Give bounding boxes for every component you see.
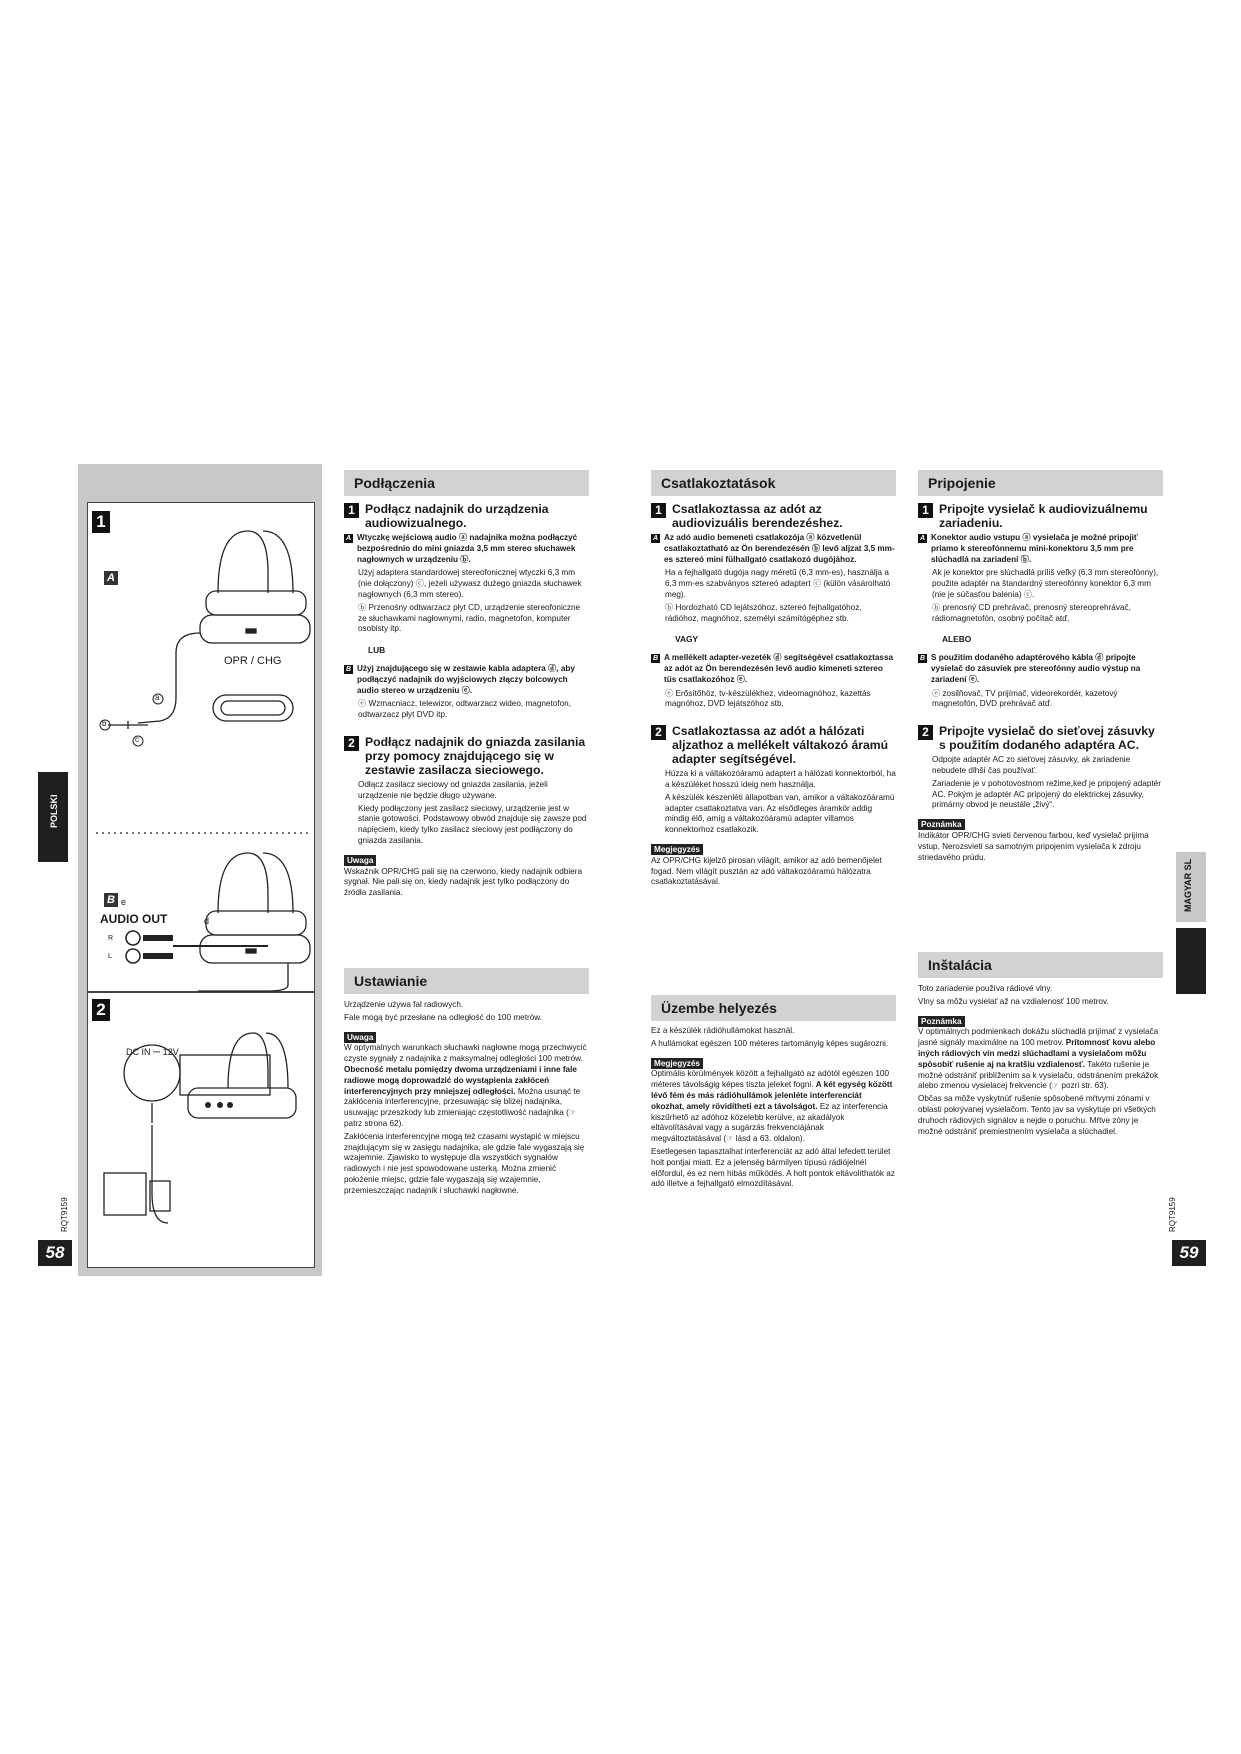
sk-step-1-number: 1 xyxy=(918,503,933,518)
sk-step-2 xyxy=(918,724,1163,752)
sk-install-text2: Vlny sa môžu vysielať až na vzdialenosť 100 metrov. xyxy=(918,996,1109,1006)
sub-b xyxy=(344,664,589,696)
label-A: A xyxy=(104,571,118,585)
sk-step-2-text2: Zariadenie je v pohotovostnom režime,keď je pripojený adaptér AC. Pokým je adaptér AC pripojený do elektrickej zásuvky, primárny obvod je neustále „živý“. xyxy=(932,778,1161,810)
sub-a-bold: Wtyczkę wejściową audio ⓐ nadajnika można podłączyć bezpośrednio do mini gniazda 3,5 mm stereo słuchawek nagłownych w urządzeniu ⓑ. xyxy=(357,533,578,564)
hu-sub-a-item: ⓑ Hordozható CD lejátszóhoz, sztereó fejhallgatóhoz, rádióhoz, magnóhoz, személyi számítógéphez stb. xyxy=(665,602,862,623)
hu-setup-note-label: Megjegyzés xyxy=(651,1058,703,1069)
setup-note-bold: Obecność metalu pomiędzy dwoma urządzeniami i inne fale radiowe mogą doprowadzić do wystąpienia zakłóceń interferencyjnych przy mniejszej odległości. xyxy=(344,1064,577,1096)
sub-b-bold: Użyj znajdującego się w zestawie kabla adaptera ⓓ, aby podłączyć nadajnik do wyjściowych złączy bolcowych audio stereo w urządzeniu ⓔ. xyxy=(357,663,575,695)
note-text: Wskaźnik OPR/CHG pali się na czerwono, kiedy nadajnik odbiera sygnał. Nie pali się on, kiedy nadajnik jest tylko podłączony do źródła zasilania. xyxy=(344,866,582,898)
sub-a-text: Użyj adaptera standardowej stereofonicznej wtyczki 6,3 mm (nie dołączony) ⓒ, jeżeli używasz dużego gniazda słuchawek nagłownych (6,3 mm stereo). xyxy=(358,568,582,599)
magyar-tab-label: MAGYAR SL xyxy=(1183,858,1193,912)
sub-a-item: ⓑ Przenośny odtwarzacz płyt CD, urządzenie stereofoniczne ze słuchawkami nagłownymi, radio, magnetofon, komputer osobisty itp. xyxy=(358,602,581,634)
setup-note-text1: W optymalnych warunkach słuchawki nagłowne mogą przechwycić czyste sygnały z nadajnika z maksymalnej odległości 100 metrów. xyxy=(344,1043,587,1064)
label-B: B xyxy=(104,893,118,907)
section-title-podlaczenia: Podłączenia xyxy=(344,470,589,496)
hu-note-label: Megjegyzés xyxy=(651,844,703,855)
hu-setup-text1: Ez a készülék rádióhullámokat használ. xyxy=(651,1026,795,1035)
audio-out-label: AUDIO OUT xyxy=(100,912,168,926)
callout-e: e xyxy=(121,897,127,907)
hu-setup-note-bold: A két egység között lévő fém és más rádióhullámok jelenléte interferenciát okozhat, amely rövidítheti ezt a távolságot. xyxy=(651,1080,893,1111)
sk-install-note-text3: Občas sa môže vyskytnúť rušenie spôsobené mŕtvymi zónami v oblasti pokrývanej vysielačom. Tento jav sa vyskytuje pri všetkých druhoch rádiových signálov a nejde o poruchu. Mŕtve zóny je možné odstrániť premiestnením vysielača a slúchadiel. xyxy=(918,1094,1156,1136)
sk-sub-b xyxy=(918,653,1163,685)
sk-note-label: Poznámka xyxy=(918,819,965,830)
column-slovak-install xyxy=(918,984,1163,1139)
label-l: L xyxy=(108,953,112,960)
sk-sub-b-letter: B xyxy=(919,655,926,663)
sk-sub-a-letter: A xyxy=(919,535,926,542)
callout-d: d xyxy=(204,916,210,926)
sk-step-1 xyxy=(918,502,1163,530)
step-2-title: Podłącz nadajnik do gniazda zasilania przy pomocy znajdującego się w zestawie zasilacza sieciowego. xyxy=(365,734,586,777)
hu-note-text: Az OPR/CHG kijelző pirosan világít, amikor az adó bemenőjelet fogad. Nem világít pusztán az adó váltakozóáramú hálózatra csatlakoztatásával. xyxy=(651,855,882,887)
sk-step-2-text: Odpojte adaptér AC zo sieťovej zásuvky, ak zariadenie nebudete dlhší čas používať. xyxy=(932,755,1131,775)
hu-setup-note-text2: Ez az interferencia kiszűrhető az adóhoz közelebb kerülve, az akadályok eltávolításával vagy a sugárzás frekvenciájának megváltoztatásával (☞ lásd a 63. oldalon). xyxy=(651,1101,888,1144)
hu-sub-b-bold: A mellékelt adapter-vezeték ⓓ segítségével csatlakoztassa az adót az Ön berendezésén levő audio kimeneti sztereo tüs csatlakozóhoz ⓔ. xyxy=(664,653,894,684)
section-title-uzembe-helyezes: Üzembe helyezés xyxy=(651,995,896,1021)
sub-a xyxy=(344,533,589,565)
hu-sub-b-letter: B xyxy=(652,655,659,663)
doc-code-right: RQT9159 xyxy=(1168,1197,1177,1232)
sk-install-note-bold: Prítomnosť kovu alebo iných rádiových vín medzi slúchadlami a vysielačom môžu spôsobiť rušenie aj na kratšiu vzdialenosť. xyxy=(918,1038,1156,1069)
column-hungarian-setup xyxy=(651,1026,896,1192)
step-1 xyxy=(344,502,589,530)
sk-install-note-text xyxy=(918,1027,1163,1092)
or-label: LUB xyxy=(368,645,386,656)
page-number-59: 59 xyxy=(1172,1240,1206,1266)
hu-step-1-title: Csatlakoztassa az adót az audiovizuális berendezéshez. xyxy=(672,502,843,530)
sk-install-note-label: Poznámka xyxy=(918,1016,965,1027)
sub-b-item: ⓔ Wzmacniacz, telewizor, odtwarzacz wideo, magnetofon, odtwarzacz płyt DVD itp. xyxy=(358,699,571,720)
step-1-badge: 1 xyxy=(92,511,110,533)
audio-out-jacks xyxy=(118,928,288,968)
step-2-badge: 2 xyxy=(92,999,110,1021)
sk-sub-a xyxy=(918,533,1163,565)
power-adapter-diagram xyxy=(88,993,316,1269)
step-2-text: Odłącz zasilacz sieciowy od gniazda zasilania, jeżeli urządzenie nie będzie długo używane. xyxy=(358,779,548,800)
hu-sub-b-item: ⓔ Erősítőhöz, tv-készülékhez, videomagnóhoz, kazettás magnóhoz, DVD lejátszóhoz stb. xyxy=(665,688,871,709)
sk-sub-a-text: Ak je konektor pre slúchadlá príliš veľký (6,3 mm stereofónny), použite adaptér na štandardný stereofónny konektor 6,3 mm (nie je súčasťou balenia) ⓒ. xyxy=(932,568,1159,599)
hu-sub-a xyxy=(651,533,896,565)
column-slovak xyxy=(918,498,1163,865)
hu-sub-a-bold: Az adó audio bemeneti csatlakozója ⓐ közvetlenül csatlakoztatható az Ön berendezésén ⓑ levő aljzat 3,5 mm-es sztereó mini fülhallgató csatlakozó dugójához. xyxy=(664,533,895,564)
sub-a-letter: A xyxy=(345,535,352,542)
section-title-pripojenie: Pripojenie xyxy=(918,470,1163,496)
hu-setup-note-text xyxy=(651,1069,896,1145)
hu-step-1 xyxy=(651,502,896,530)
column-polish xyxy=(344,498,589,901)
setup-note-label: Uwaga xyxy=(344,1032,376,1043)
illustration-box-2 xyxy=(87,992,315,1268)
sk-note-text: Indikátor OPR/CHG svieti červenou farbou, keď vysielač prijíma vstup. Nerozsvieti sa samotným pripojením vysielača k zdroju striedavého prúdu. xyxy=(918,830,1149,862)
column-polish-setup xyxy=(344,1000,589,1199)
hu-step-1-number: 1 xyxy=(651,503,666,518)
sk-step-2-number: 2 xyxy=(918,725,933,740)
sk-sub-b-item: ⓔ zosilňovač, TV prijímač, videorekordér, kazetový magnetofón, DVD prehrávač atď. xyxy=(932,688,1118,709)
polski-tab-label: POLSKI xyxy=(49,794,59,828)
sk-sub-a-bold: Konektor audio vstupu ⓐ vysielača je možné pripojiť priamo k stereofónnemu mini-konektoru 3,5 mm pre slúchadlá na zariadení ⓑ. xyxy=(931,533,1138,564)
note-label: Uwaga xyxy=(344,855,376,866)
slovak-tab xyxy=(1176,928,1206,994)
page-number-58: 58 xyxy=(38,1240,72,1266)
callout-a: a xyxy=(155,693,160,702)
hu-setup-text2: A hullámokat egészen 100 méteres tartományig képes sugározni. xyxy=(651,1038,889,1048)
hu-setup-note-text3: Esetlegesen tapasztalhat interferenciát az adó által lefedett terület holt pontjai miatt. Ez a jelenség bármilyen típusú rádiójelnél előfordul, és ez nem hibás működés. A holt pontok eltávolíthatók az adó illetve a fejhallgató elmozdításával. xyxy=(651,1146,895,1189)
hu-step-2-title: Csatlakoztassa az adót a hálózati aljzathoz a mellékelt váltakozó áramú adapter segítségével. xyxy=(672,724,889,767)
step-1-number: 1 xyxy=(344,503,359,518)
sk-step-2-title: Pripojte vysielač do sieťovej zásuvky s použitím dodaného adaptéra AC. xyxy=(939,724,1155,753)
sk-install-note-text1: V optimálnych podmienkach dokážu slúchadlá prijímať z vysielača jasné signály maximálne na 100 metrov. xyxy=(918,1027,1159,1048)
hu-sub-b xyxy=(651,653,896,685)
hu-setup-note-text1: Optimális körülmények között a fejhallgató az adótól egészen 100 méteres távolságig képes tiszta jeleket fogni. xyxy=(651,1069,890,1090)
setup-note-text3: Zakłócenia interferencyjne mogą też czasami wystąpić w miejscu znajdującym się w zasięgu nadajnika, ale gdzie fale wygaszają się wzajemnie. Zjawisko to występuje dla wszystkich sygnałów radiowych i nie jest spowodowane usterką. Można zmienić położenie miejsc, gdzie fale wygaszają się wzajemnie, przemieszczając nadajnik i słuchawki nagłowne. xyxy=(344,1131,585,1195)
hu-step-2-text2: A készülék készenléti állapotban van, amikor a váltakozóáramú adapter csatlakoztatva van. Az elsődleges áramkör addig mindig élő, amíg a váltakozóáramú adapter villamos konnektorhoz csatlakozik. xyxy=(665,792,895,835)
sk-install-text1: Toto zariadenie používa rádiové vlny. xyxy=(918,984,1053,993)
hu-or-label: VAGY xyxy=(675,634,699,645)
hu-step-2-text: Húzza ki a váltakozóáramú adaptert a hálózati konnektorból, ha a készüléket hosszú ideig nem használja. xyxy=(665,769,896,789)
step-1-title: Podłącz nadajnik do urządzenia audiowizualnego. xyxy=(365,502,549,530)
step-2-text2: Kiedy podłączony jest zasilacz sieciowy, urządzenie jest w stanie gotowości. Podstawowy obwód znajduje się zawsze pod napięciem, kiedy tylko zasilacz sieciowy jest podłączony do gniazda zasilania. xyxy=(358,803,587,845)
setup-note-text xyxy=(344,1043,589,1129)
section-title-csatlakoztatasok: Csatlakoztatások xyxy=(651,470,896,496)
setup-note-text2: Można usunąć te zakłócenia interferencyjne, przesuwając się bliżej nadajnika, usuwając przeszkody lub zmieniając częstotliwość nadajnika (☞ patrz strona 62). xyxy=(344,1086,581,1128)
section-title-instalacia: Inštalácia xyxy=(918,952,1163,978)
dc-in-label: DC IN ⎓ 12V xyxy=(126,1047,179,1057)
label-r: R xyxy=(108,935,114,942)
opr-chg-label: OPR / CHG xyxy=(224,655,282,667)
callout-b: b xyxy=(102,719,107,728)
sk-or-label: ALEBO xyxy=(942,634,972,645)
step-2-number: 2 xyxy=(344,736,359,751)
hu-sub-a-text: Ha a fejhallgató dugója nagy méretű (6,3 mm-es), használja a 6,3 mm-es szabványos sztereó adaptert ⓒ (külön vásárolható meg). xyxy=(665,568,891,599)
hu-step-2-number: 2 xyxy=(651,725,666,740)
sk-install-note-text2: Takéto rušenie je možné odstrániť priblížením sa k vysielaču, odstránením prekážok alebo zmenou vysielacej frekvencie (☞ pozri str. 63). xyxy=(918,1059,1159,1091)
sk-sub-a-item: ⓑ prenosný CD prehrávač, prenosný stereoprehrávač, rádiomagnetofón, osobný počítač atď. xyxy=(932,602,1131,623)
sk-step-1-title: Pripojte vysielač k audiovizuálnemu zariadeniu. xyxy=(939,502,1148,530)
sk-sub-b-bold: S použitím dodaného adaptérového kábla ⓓ pripojte vysielač do zásuviek pre stereofónny audio výstup na zariadení ⓔ. xyxy=(931,653,1141,684)
hu-sub-a-letter: A xyxy=(652,535,659,542)
step-2 xyxy=(344,735,589,777)
column-hungarian xyxy=(651,498,896,890)
setup-text1: Urządzenie używa fal radiowych. xyxy=(344,1000,464,1009)
doc-code-left: RQT9159 xyxy=(60,1197,69,1232)
sub-b-letter: B xyxy=(345,665,352,673)
setup-text2: Fale mogą być przesłane na odległość do 100 metrów. xyxy=(344,1012,542,1022)
callout-c: c xyxy=(135,735,139,744)
hu-step-2 xyxy=(651,724,896,766)
section-title-ustawianie: Ustawianie xyxy=(344,968,589,994)
